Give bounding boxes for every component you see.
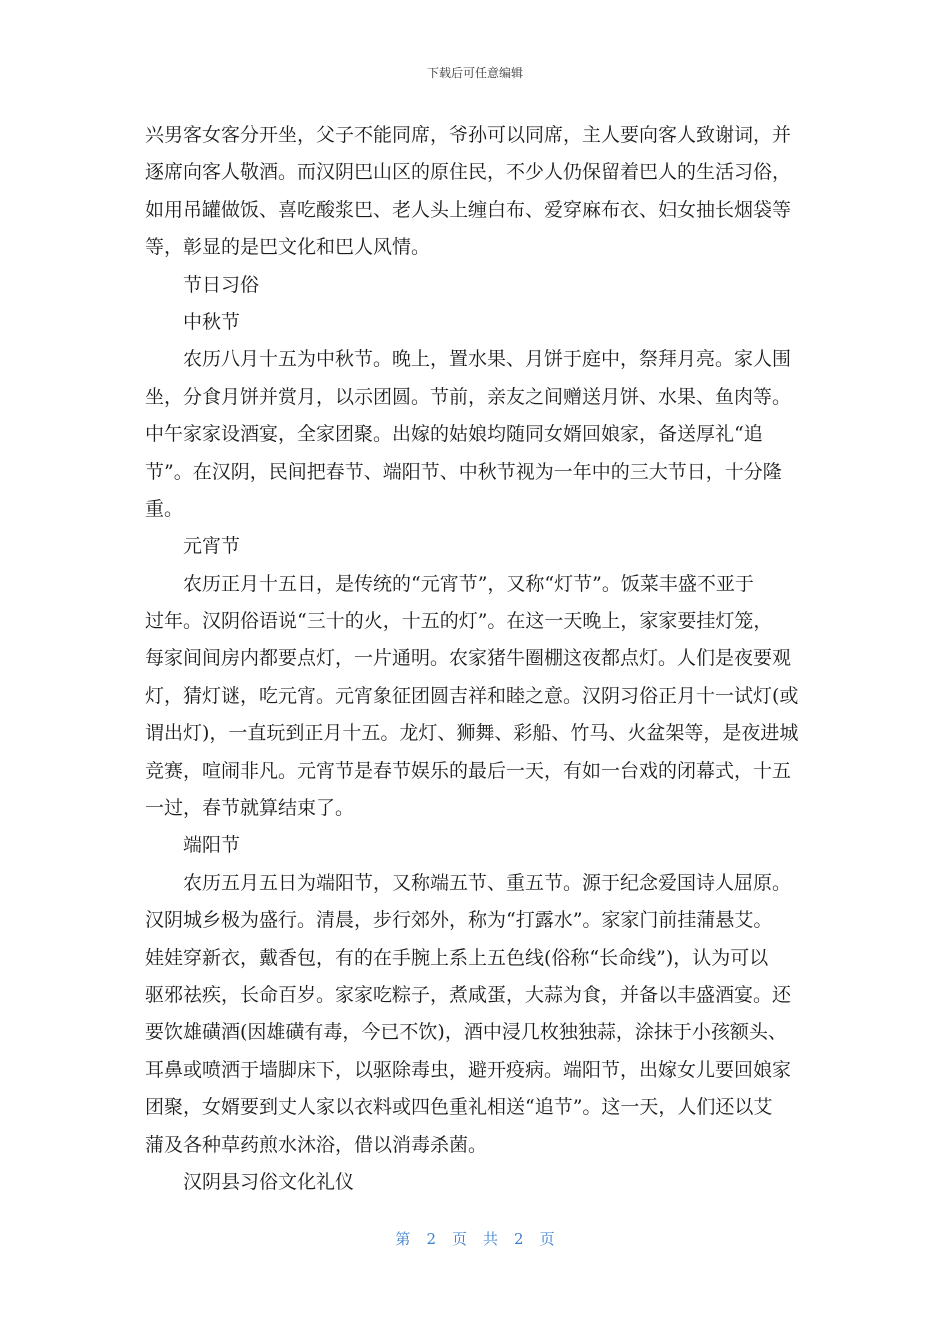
text-line: 竞赛，喧闹非凡。元宵节是春节娱乐的最后一天，有如一台戏的闭幕式，十五	[145, 759, 792, 782]
footer-gong: 共	[483, 1230, 499, 1248]
footer-current-page: 2	[426, 1230, 436, 1248]
text-line: 坐，分食月饼并赏月，以示团圆。节前，亲友之间赠送月饼、水果、鱼肉等。	[145, 385, 792, 408]
text-line: 团聚，女婿要到丈人家以衣料或四色重礼相送“追节”。这一天，人们还以艾	[145, 1096, 773, 1119]
text-line: 中午家家设酒宴，全家团聚。出嫁的姑娘均随同女婿回娘家，备送厚礼“追	[145, 423, 763, 446]
text-line: 农历正月十五日，是传统的“元宵节”，又称“灯节”。饭菜丰盛不亚于	[183, 572, 754, 595]
text-line: 一过，春节就算结束了。	[145, 797, 355, 820]
text-line: 驱邪祛疾，长命百岁。家家吃粽子，煮咸蛋，大蒜为食，并备以丰盛酒宴。还	[145, 983, 792, 1006]
text-line: 端阳节	[183, 834, 241, 857]
text-line: 谓出灯)，一直玩到正月十五。龙灯、狮舞、彩船、竹马、火盆架等，是夜进城	[145, 722, 799, 745]
footer-ye2: 页	[539, 1230, 555, 1248]
text-line: 娃娃穿新衣，戴香包，有的在手腕上系上五色线(俗称“长命线”)，认为可以	[145, 946, 769, 969]
page-header-note: 下载后可任意编辑	[426, 66, 523, 80]
text-line: 农历五月五日为端阳节，又称端五节、重五节。源于纪念爱国诗人屈原。	[183, 871, 792, 894]
document-body	[145, 117, 810, 1201]
text-line: 兴男客女客分开坐，父子不能同席，爷孙可以同席，主人要向客人致谢词，并	[145, 124, 792, 146]
page-footer	[0, 1228, 950, 1249]
text-line: 过年。汉阴俗语说“三十的火，十五的灯”。在这一天晚上，家家要挂灯笼，	[145, 610, 773, 633]
footer-di: 第	[395, 1230, 411, 1248]
text-line: 节日习俗	[183, 273, 260, 296]
text-line: 灯，猜灯谜，吃元宵。元宵象征团圆吉祥和睦之意。汉阴习俗正月十一试灯(或	[145, 684, 799, 707]
text-line: 逐席向客人敬酒。而汉阴巴山区的原住民，不少人仍保留着巴人的生活习俗，	[145, 161, 792, 184]
text-line: 等，彰显的是巴文化和巴人风情。	[145, 236, 431, 259]
text-line: 蒲及各种草药煎水沐浴，借以消毒杀菌。	[145, 1133, 488, 1156]
text-line: 每家间间房内都要点灯，一片通明。农家猪牛圈棚这夜都点灯。人们是夜要观	[145, 647, 792, 670]
text-line: 节”。在汉阴，民间把春节、端阳节、中秋节视为一年中的三大节日，十分隆	[145, 460, 782, 483]
text-line: 如用吊罐做饭、喜吃酸浆巴、老人头上缠白布、爱穿麻布衣、妇女抽长烟袋等	[145, 198, 792, 221]
footer-ye: 页	[451, 1230, 467, 1248]
text-line: 重。	[145, 497, 184, 520]
text-line: 元宵节	[183, 535, 241, 558]
text-line: 汉阴城乡极为盛行。清晨，步行郊外，称为“打露水”。家家门前挂蒲悬艾。	[145, 909, 773, 932]
text-line: 耳鼻或喷洒于墙脚床下，以驱除毒虫，避开疫病。端阳节，出嫁女儿要回娘家	[145, 1058, 792, 1081]
text-line: 汉阴县习俗文化礼仪	[183, 1170, 355, 1193]
text-line: 中秋节	[183, 310, 241, 333]
footer-total-pages: 2	[514, 1230, 524, 1248]
text-line: 农历八月十五为中秋节。晚上，置水果、月饼于庭中，祭拜月亮。家人围	[183, 348, 792, 371]
text-line: 要饮雄磺酒(因雄磺有毒，今已不饮)，酒中浸几枚独独蒜，涂抹于小孩额头、	[145, 1021, 787, 1044]
